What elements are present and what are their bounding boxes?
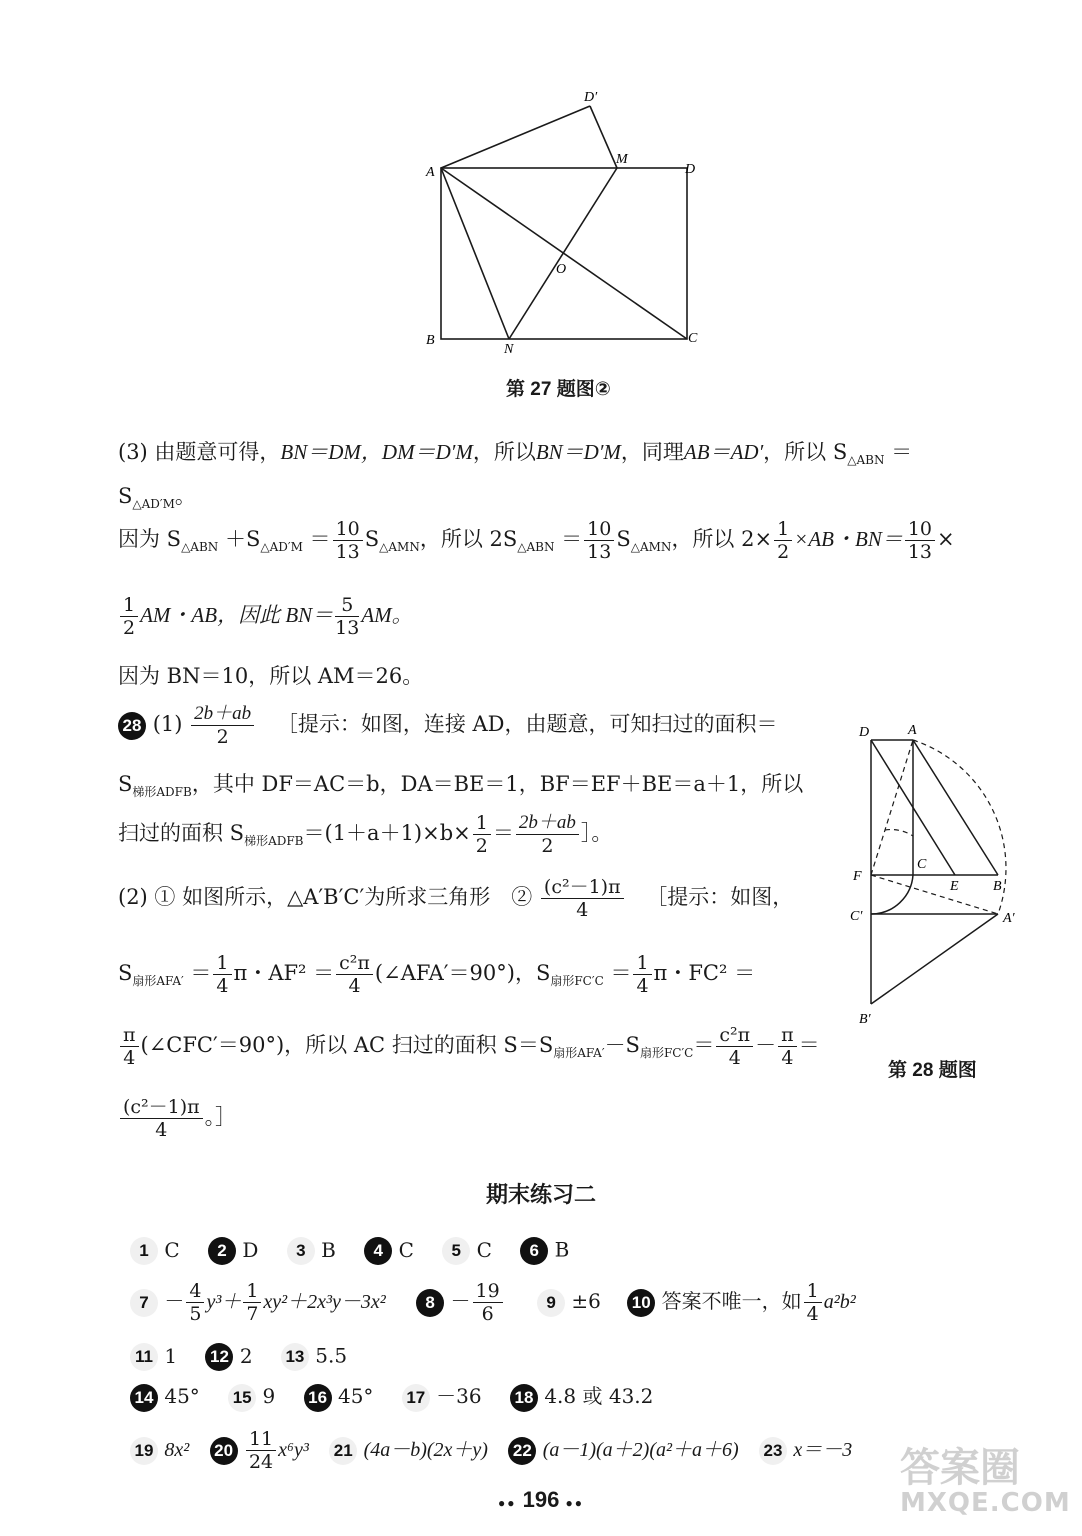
arc-small — [885, 830, 913, 836]
label-dprime: D′ — [584, 90, 598, 105]
question-number-17: 17 — [402, 1384, 430, 1412]
label-n: N — [504, 342, 514, 357]
question-number-6: 6 — [520, 1237, 548, 1265]
question-number-18: 18 — [510, 1384, 538, 1412]
label-f: F — [853, 869, 862, 884]
watermark-logo: 答案圈 MXQE.COM — [900, 1445, 1071, 1518]
q27-line-3: 因为 $S_{\triangle ABN} +S_{\triangle AD'M}$ ＝ $\frac{10}{13}$ $S_{\triangle AMN}$，所以 $2S_{\triangle ABN}$ ＝ $\frac{10}{13}$ $S_{\triangle AMN}$，所以 2× $\frac{1}{2}$ ×AB・BN＝ $\frac{10}{13}$ × — [118, 518, 955, 563]
q28-line-2: $S_{梯形ADFB}$，其中 DF＝AC＝b，DA＝BE＝1，BF＝EF＋BE＝a＋1，所以 — [118, 772, 804, 799]
segment-f-a — [871, 740, 913, 875]
question-number-14: 14 — [130, 1384, 158, 1412]
q27-line-5: 因为 BN＝10，所以 AM＝26。 — [118, 664, 424, 688]
label-e: E — [950, 879, 959, 894]
question-number-28: 28 — [118, 712, 146, 740]
label-c: C — [688, 331, 698, 346]
label-o: O — [556, 262, 567, 277]
segment-f-aprime — [871, 875, 998, 914]
question-number-7: 7 — [130, 1289, 158, 1317]
question-number-9: 9 — [537, 1289, 565, 1317]
answer-row-4: 14 45° 15 9 16 45° 17 －36 18 4.8 或 43.2 — [130, 1380, 653, 1412]
label-a: A — [908, 723, 917, 738]
segment-m-n — [509, 168, 617, 339]
answer-row-3: 11 1 12 2 13 5.5 — [130, 1343, 347, 1371]
q27-line-4: $\frac{1}{2}$ AM・AB，因此 BN＝ $\frac{5}{13}$ AM。 — [118, 594, 413, 639]
question-number-19: 19 — [130, 1437, 158, 1465]
question-number-10: 10 — [627, 1289, 655, 1317]
section-title: 期末练习二 — [485, 1183, 596, 1208]
figure-27-diagram — [420, 85, 710, 360]
segment-a-b — [913, 740, 998, 875]
question-number-15: 15 — [228, 1384, 256, 1412]
figure-28-caption: 第 28 题图 — [888, 1060, 977, 1081]
question-number-12: 12 — [205, 1343, 233, 1371]
label-b: B — [993, 879, 1002, 894]
question-number-22: 22 — [508, 1437, 536, 1465]
figure-28-diagram — [845, 718, 1045, 1030]
question-number-4: 4 — [364, 1237, 392, 1265]
label-a: A — [426, 165, 435, 180]
question-number-11: 11 — [130, 1343, 158, 1371]
question-number-16: 16 — [304, 1384, 332, 1412]
question-number-8: 8 — [416, 1289, 444, 1317]
label-c: C — [917, 857, 927, 872]
label-aprime: A′ — [1003, 911, 1015, 926]
label-cprime: C′ — [850, 909, 863, 924]
segment-a-c — [441, 168, 687, 339]
answer-row-5: 19 8x² 20 $\frac{11}{24}$ x⁶y³ 21 (4a－b)(2x＋y) 22 (a－1)(a＋2)(a²＋a＋6) 23 x＝－3 — [130, 1428, 852, 1473]
q28-line-6: $\frac{\pi}{4}$ (∠CFC′＝90°)，所以 AC 扫过的面积 $S=S_{扇形AFA'}-S_{扇形FC'C}=$ $\frac{\text{c²π}}{4}$ － $\frac{\pi}{4}$ ＝ — [118, 1024, 820, 1069]
question-number-1: 1 — [130, 1237, 158, 1265]
label-m: M — [616, 152, 628, 167]
question-number-21: 21 — [329, 1437, 357, 1465]
question-number-13: 13 — [281, 1343, 309, 1371]
question-number-2: 2 — [208, 1237, 236, 1265]
question-number-5: 5 — [442, 1237, 470, 1265]
figure-27-caption: 第 27 题图② — [506, 379, 611, 400]
question-number-3: 3 — [287, 1237, 315, 1265]
segment-dprime-m — [590, 106, 617, 168]
question-number-23: 23 — [759, 1437, 787, 1465]
page-number: ●● 196 ●● — [498, 1487, 584, 1512]
label-bprime: B′ — [859, 1012, 871, 1027]
q28-line-3: 扫过的面积 $S_{梯形ADFB}=(1+a+1)\times b\times$ $\frac{1}{2}$ ＝ $\frac{2b+ab}{2}$ ］。 — [118, 812, 613, 857]
q28-line-7: $\frac{\text{(c²－1)π}}{4}$ 。］ — [118, 1096, 236, 1141]
label-b: B — [426, 333, 435, 348]
label-d: D — [685, 162, 696, 177]
q28-line-5: $S_{扇形AFA'}$ ＝ $\frac{1}{4}$ π・AF² ＝ $\frac{\text{c²π}}{4}$ (∠AFA′＝90°)，$S_{扇形FC'C}$ ＝ $\frac{1}{4}$ π・FC² ＝ — [118, 952, 756, 997]
fraction-10-13: $\frac{10}{13}$ — [333, 518, 363, 563]
question-number-20: 20 — [210, 1437, 238, 1465]
answer-row-1: 1 C 2 D 3 B 4 C 5 C 6 B — [130, 1237, 569, 1265]
label-d: D — [859, 725, 870, 740]
q28-line-1: 28 (1) $\frac{2b+ab}{2}$ ［提示：如图，连接 AD，由题意，可知扫过的面积＝ — [118, 703, 778, 748]
q27-line-2: $S_{\triangle AD'M}$。 — [118, 484, 196, 511]
segment-aprime-bprime — [871, 914, 998, 1004]
q28-line-4: (2) ① 如图所示，△A′B′C′为所求三角形 ② $\frac{\text{(c²－1)π}}{4}$ ［提示：如图， — [118, 876, 794, 921]
fraction-5-13: $\frac{5}{13}$ — [335, 594, 360, 639]
segment-a-dprime — [441, 106, 590, 168]
q27-line-1: (3) 由题意可得，BN＝DM，DM＝D′M，所以BN＝D′M，同理AB＝AD′，所以 $S_{\triangle ABN}$ ＝ — [118, 440, 913, 467]
answer-row-2: 7 － $\frac{4}{5}$ y³＋ $\frac{1}{7}$ xy²＋2x³y－3x² 8 － $\frac{19}{6}$ 9 ±6 10 答案不唯一，如 $\frac{1}{4}$ a²b² — [130, 1280, 856, 1325]
segment-a-n — [441, 168, 509, 339]
